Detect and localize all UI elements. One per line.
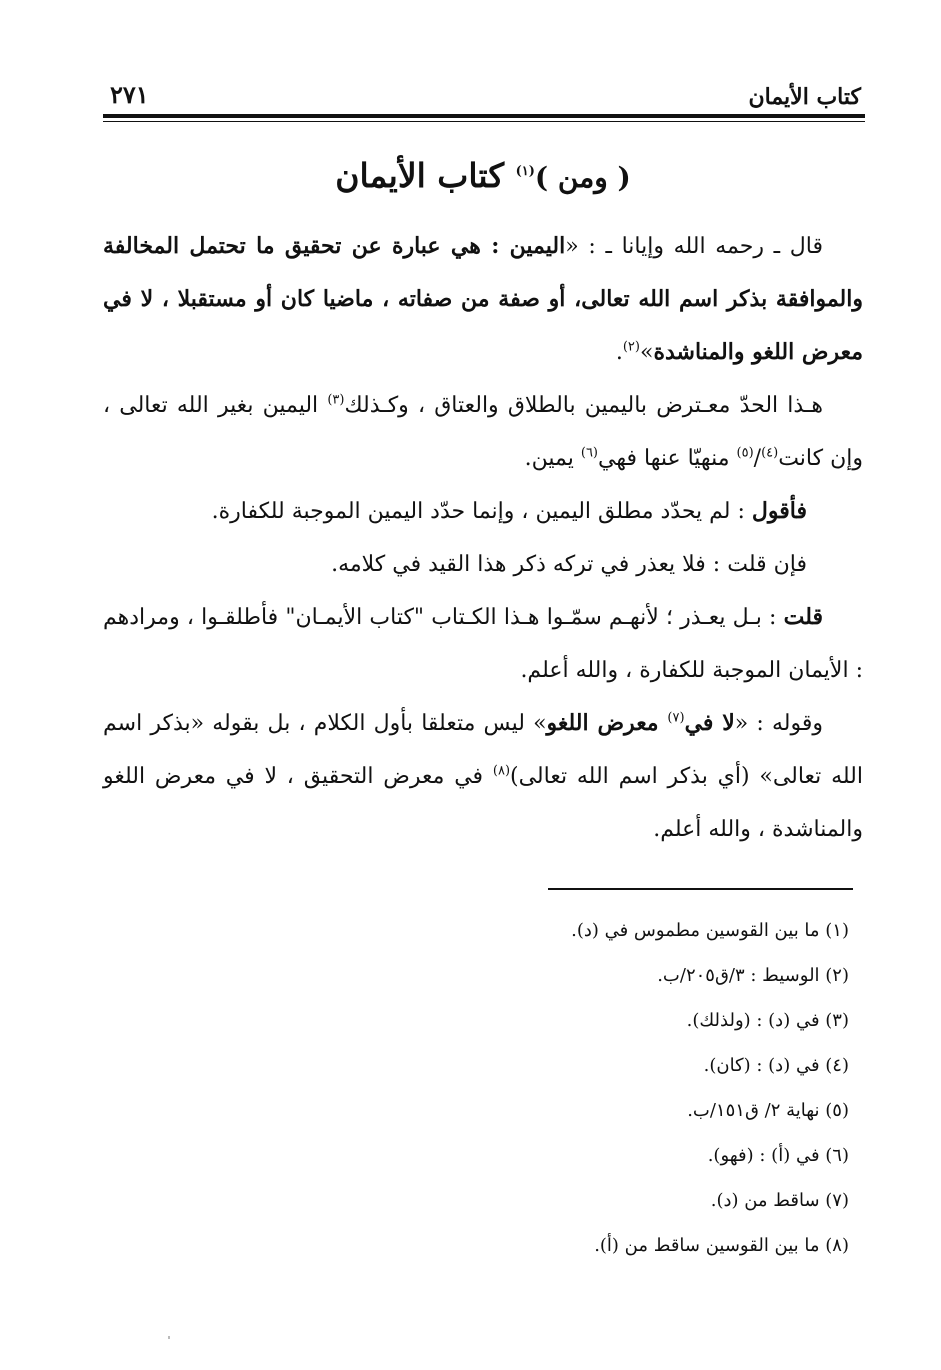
footnote-item: (٢) الوسيط : ٣/ق٢٠٥/ب. <box>657 965 849 986</box>
scan-speck <box>168 1336 170 1339</box>
chapter-heading <box>103 148 863 206</box>
chapter-prefix: ( ومن ) <box>534 161 631 194</box>
text-segment: وقوله : « <box>734 711 823 736</box>
text-segment: » <box>639 340 654 365</box>
text-segment: منهيّا عنها فهي <box>598 446 737 471</box>
text-segment: فإن قلت : فلا يعذر في تركه ذكر هذا القيد في كلامه. <box>331 552 807 577</box>
footnote-ref-2[interactable]: (٢) <box>622 339 640 355</box>
footnote-item: (٦) في (أ) : (فهو). <box>707 1145 849 1166</box>
footnote-item: (٨) ما بين القوسين ساقط من (أ). <box>594 1235 849 1256</box>
footnote-ref-6[interactable]: (٦) <box>580 445 598 461</box>
text-segment: في معرض التحقيق ، لا في معرض اللغو والمناشدة ، والله أعلم. <box>103 764 863 842</box>
footnote-item: (١) ما بين القوسين مطموس في (د). <box>571 920 849 941</box>
paragraph-objection <box>103 379 863 485</box>
footnote-ref-1[interactable]: (١) <box>515 164 535 179</box>
text-segment: هـذا الحدّ معـترض باليمين بالطلاق والعتاق ، وكـذلك <box>344 393 823 418</box>
lead-word: قلت <box>783 604 823 630</box>
footnote-separator <box>548 888 853 890</box>
footnote-ref-7[interactable]: (٧) <box>667 710 685 726</box>
text-segment: . <box>615 340 623 365</box>
footnote-item: (٣) في (د) : (ولذلك). <box>686 1010 849 1031</box>
quoted-definition: اليمين : هي عبارة عن تحقيق ما تحتمل المخالفة والموافقة بذكر اسم الله تعالى، أو صفة من صفاته ، ماضيا كان أو مستقبلا ، لا في معرض اللغو والمناشدة <box>103 233 863 365</box>
text-segment: قال ـ رحمه الله وإيانا ـ : « <box>565 234 823 259</box>
lead-word: فأقول <box>751 498 807 524</box>
footnote-ref-5[interactable]: (٥) <box>736 445 754 461</box>
footnotes <box>249 908 849 1268</box>
footnote-ref-3[interactable]: (٣) <box>327 392 345 408</box>
paragraph-answer <box>103 485 863 538</box>
page-number: ٢٧١ <box>110 80 149 109</box>
text-segment: يمين. <box>524 446 581 471</box>
footnote-item: (٤) في (د) : (كان). <box>703 1055 849 1076</box>
quoted-phrase: لا في <box>684 710 735 736</box>
paragraph-question <box>103 538 863 591</box>
chapter-title: كتاب الأيمان <box>335 156 505 195</box>
running-header-title: كتاب الأيمان <box>748 84 861 110</box>
footnote-ref-8[interactable]: (٨) <box>492 763 511 779</box>
footnote-item: (٧) ساقط من (د). <box>710 1190 849 1211</box>
text-segment: : لم يحدّد مطلق اليمين ، وإنما حدّد اليمين الموجبة للكفارة. <box>211 499 752 524</box>
footnote-ref-4[interactable]: (٤) <box>761 445 779 461</box>
paragraph-reply <box>103 591 863 697</box>
paragraph-definition <box>103 220 863 379</box>
paragraph-clause <box>103 697 863 856</box>
text-segment: / <box>753 446 762 471</box>
text-segment: اليمين بغير الله تعالى ، وإن كانت <box>103 393 863 471</box>
main-text <box>103 130 863 856</box>
text-segment: » ليس متعلقا بأول الكلام ، بل بقوله «بذكر اسم الله تعالى» (أي بذكر اسم الله تعالى) <box>103 711 863 789</box>
header-rule-thick <box>103 114 865 118</box>
header-rule-thin <box>103 121 865 122</box>
quoted-phrase: معرض اللغو <box>546 710 668 736</box>
footnote-item: (٥) نهاية ٢/ ق١٥١/ب. <box>687 1100 849 1121</box>
text-segment: : بـل يعـذر ؛ لأنهـم سمّـوا هـذا الكـتاب "كتاب الأيمـان" فأطلقـوا ، ومرادهم : الأيمان الموجبة للكفارة ، والله أعلم. <box>103 605 863 683</box>
